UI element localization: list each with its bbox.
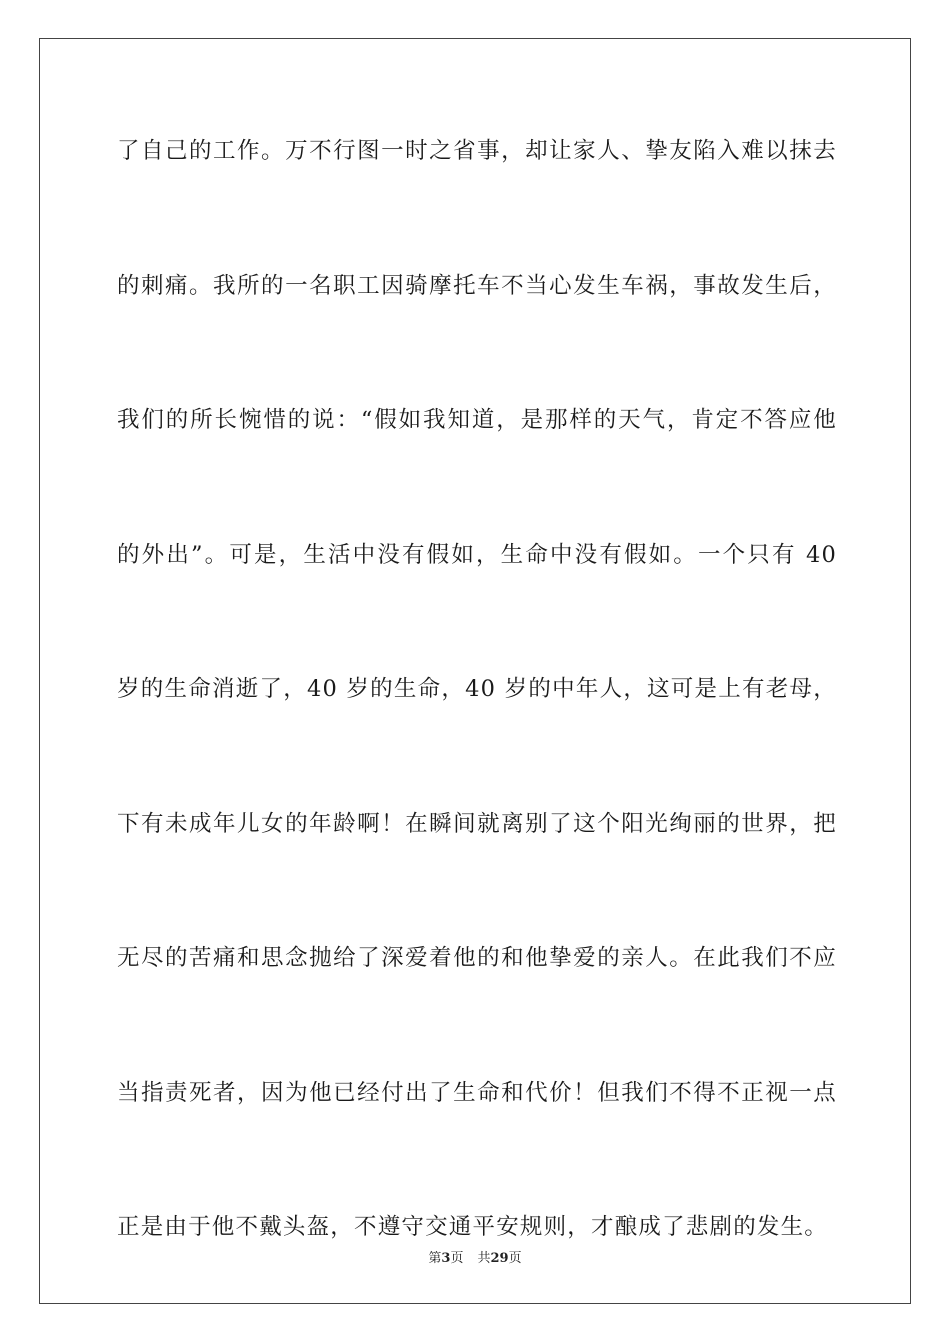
page-number: 3 (441, 1251, 451, 1266)
document-body (117, 128, 837, 1339)
text-line: 岁的生命消逝了，40 岁的生命，40 岁的中年人，这可是上有老母， (117, 676, 837, 702)
text-line: 的外出”。可是，生活中没有假如，生命中没有假如。一个只有 40 (117, 541, 837, 568)
text-line: 正是由于他不戴头盔，不遵守交通平安规则，才酿成了悲剧的发生。 (117, 1214, 829, 1240)
total-pages: 29 (490, 1251, 509, 1266)
text-line: 下有未成年儿女的年龄啊！在瞬间就离别了这个阳光绚丽的世界，把 (117, 810, 837, 837)
total-prefix: 共 (477, 1251, 491, 1266)
text-line: 我们的所长惋惜的说：“假如我知道，是那样的天气，肯定不答应他 (117, 407, 837, 433)
text-line: 的刺痛。我所的一名职工因骑摩托车不当心发生车祸，事故发生后， (117, 272, 837, 299)
total-suffix: 页 (508, 1251, 522, 1266)
text-line: 无尽的苦痛和思念抛给了深爱着他的和他挚爱的亲人。在此我们不应 (117, 945, 837, 971)
text-line: 了自己的工作。万不行图一时之省事，却让家人、挚友陷入难以抹去 (117, 138, 837, 164)
text-line: 当指责死者，因为他已经付出了生命和代价！但我们不得不正视一点 (117, 1079, 837, 1106)
page-suffix: 页 (450, 1251, 464, 1266)
page-prefix: 第 (428, 1251, 442, 1266)
page-footer (0, 1247, 950, 1266)
